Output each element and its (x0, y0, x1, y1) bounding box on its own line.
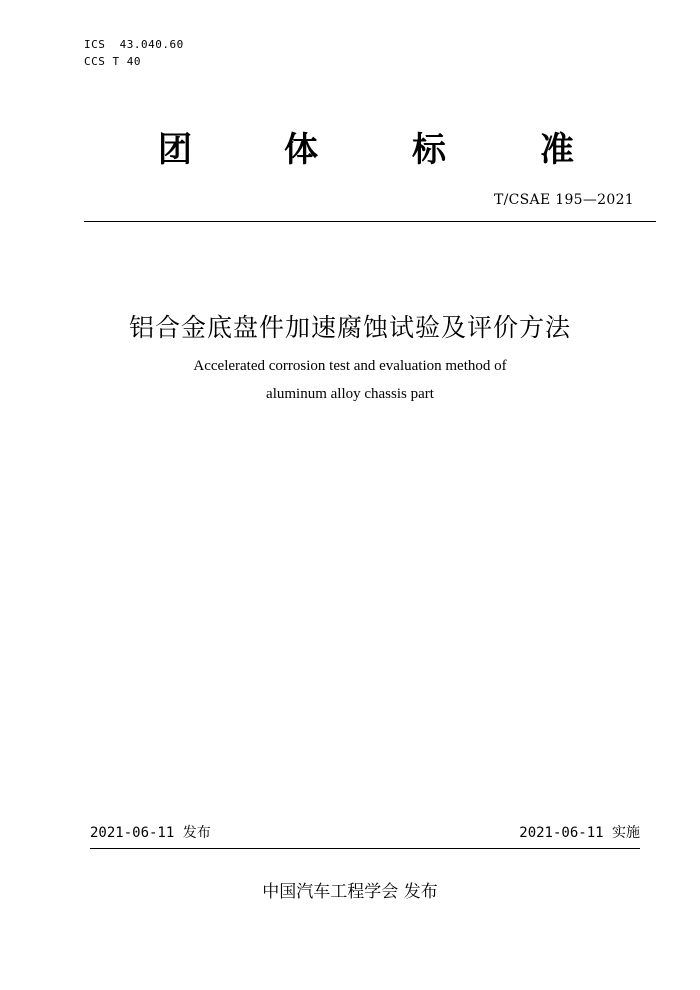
issue-date-block (90, 822, 211, 844)
publisher-label: 发布 (403, 882, 438, 902)
title-chinese: 铝合金底盘件加速腐蚀试验及评价方法 (128, 313, 571, 342)
standard-type-char-2: 体 (284, 130, 318, 170)
issue-label: 发布 (182, 825, 211, 841)
implement-label: 实施 (612, 825, 640, 841)
ics-code: ICS 43.040.60 (84, 38, 184, 51)
implement-date-block (519, 822, 640, 844)
publisher-name: 中国汽车工程学会 (262, 882, 399, 902)
footer-divider (90, 848, 640, 849)
standard-type-char-1: 团 (158, 130, 192, 170)
classification-codes (84, 36, 184, 70)
standard-type-char-4: 准 (540, 130, 574, 170)
standard-type-heading (0, 128, 700, 172)
issue-date: 2021-06-11 (90, 825, 175, 841)
ccs-code: CCS T 40 (84, 55, 141, 68)
header-divider (84, 221, 656, 222)
title-english-line-2: aluminum alloy chassis part (266, 386, 434, 402)
publisher-line (0, 880, 700, 904)
title-english-line-1: Accelerated corrosion test and evaluation method of (193, 358, 507, 374)
implement-date: 2021-06-11 (519, 825, 604, 841)
standard-number: T/CSAE 195—2021 (494, 192, 634, 208)
standard-type-char-3: 标 (412, 130, 446, 170)
